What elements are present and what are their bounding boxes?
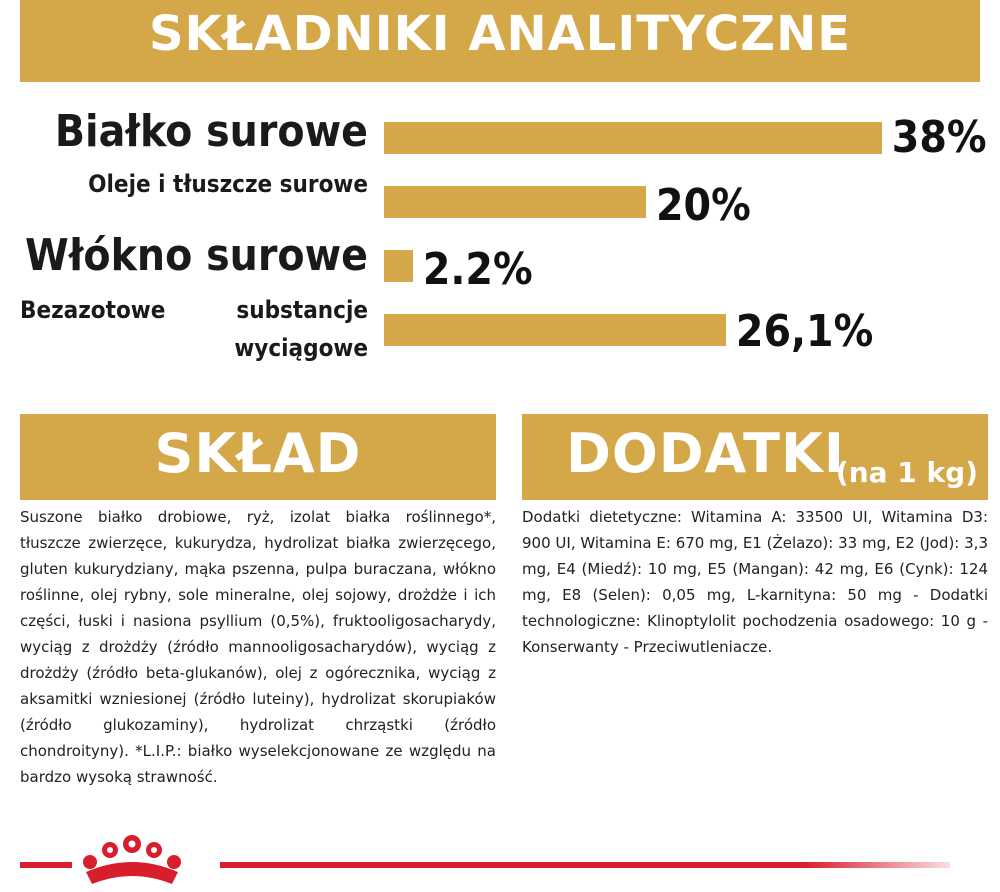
nutrient-label: Białko surowe [54, 106, 368, 157]
nutrient-value: 38% [891, 112, 987, 163]
nutrient-label-part: substancje [236, 296, 368, 324]
nutrient-label-part: Bezazotowe [20, 296, 166, 324]
dodatki-header [522, 414, 988, 500]
crown-icon [72, 832, 192, 892]
nutrient-label: Włókno surowe [25, 230, 368, 281]
nutrient-bar [384, 250, 413, 282]
nutrient-bar [384, 122, 882, 154]
nutrient-bar [384, 186, 646, 218]
dodatki-subtitle: (na 1 kg) [835, 456, 978, 489]
nutrient-value: 2.2% [422, 244, 533, 295]
nutrient-bar [384, 314, 726, 346]
footer-stripe [220, 862, 950, 868]
sklad-text: Suszone białko drobiowe, ryż, izolat białka roślinnego*, tłuszcze zwierzęce, kukurydza, hydrolizat białka zwierzęcego, gluten kukurydziany, mąka pszenna, pulpa buraczana, włókno roślinne, olej rybny, sole mineralne, olej sojowy, drożdże i ich części, łuski i nasiona psyllium (0,5%), fruktooligosacharydy, wyciąg z drożdży (źródło mannooligosacharydów), wyciąg z drożdży (źródło beta-glukanów), olej z ogórecznika, wyciąg z aksamitki wzniesionej (źródło luteiny), hydrolizat skorupiaków (źródło glukozaminy), hydrolizat chrząstki (źródło chondroityny). *L.I.P.: białko wyselekcjonowane ze względu na bardzo wysoką strawność. [20, 508, 496, 786]
nutrient-label-part: wyciągowe [234, 334, 368, 362]
nutrient-value: 20% [656, 180, 751, 231]
header-banner [20, 0, 980, 82]
dodatki-text: Dodatki dietetyczne: Witamina A: 33500 UI, Witamina D3: 900 UI, Witamina E: 670 mg, E1 (Żelazo): 33 mg, E2 (Jod): 3,3 mg, E4 (Miedź): 10 mg, E5 (Mangan): 42 mg, E6 (Cynk): 124 mg, E8 (Selen): 0,05 mg, L-karnityna: 50 mg - Dodatki technologiczne: Klinoptylolit pochodzenia osadowego: 10 g - Konserwanty - Przeciwutleniacze. [522, 508, 988, 656]
sklad-title: SKŁAD [154, 422, 362, 485]
page-title: SKŁADNIKI ANALITYCZNE [148, 6, 852, 62]
nutrient-value: 26,1% [735, 306, 874, 357]
nutrient-label: Oleje i tłuszcze surowe [88, 170, 368, 198]
dodatki-title: DODATKI [566, 422, 845, 485]
sklad-header [20, 414, 496, 500]
